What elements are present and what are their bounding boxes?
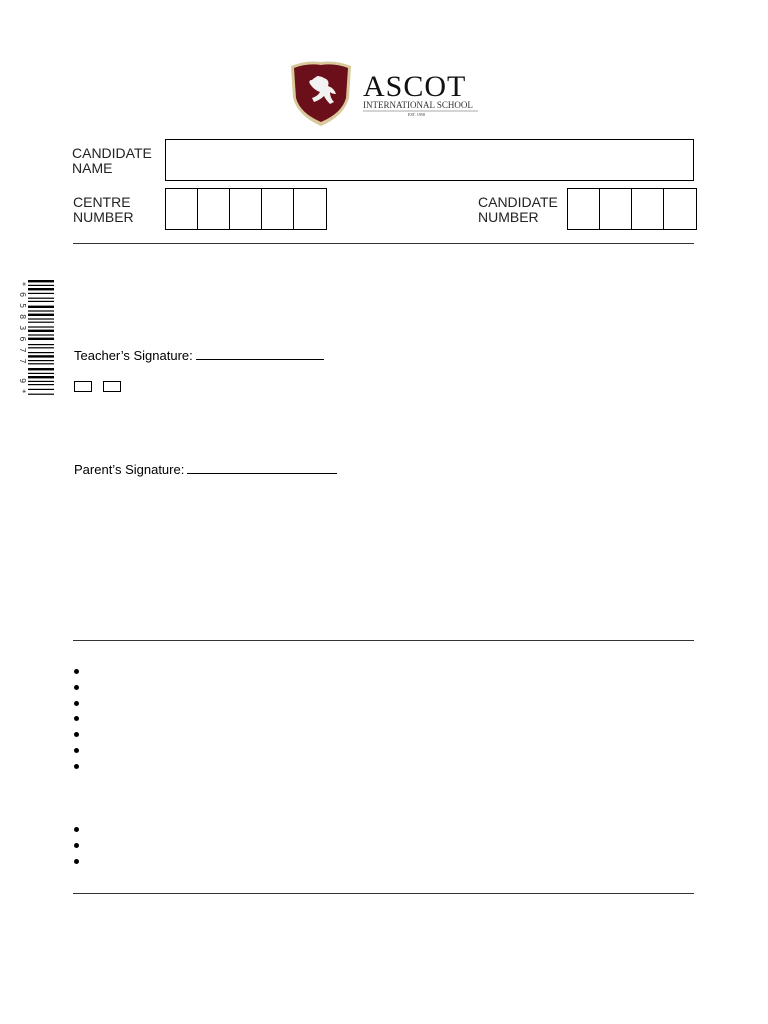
barcode-bar	[28, 360, 54, 361]
school-subtitle: INTERNATIONAL SCHOOL	[363, 100, 473, 110]
candidate-number-label	[478, 195, 558, 225]
label-line: NAME	[72, 160, 113, 176]
label-line: CANDIDATE	[478, 194, 558, 210]
centre-number-cell[interactable]	[198, 189, 230, 229]
centre-number-cell[interactable]	[262, 189, 294, 229]
label-line: NUMBER	[478, 209, 539, 225]
school-established: EST. 1958	[408, 112, 425, 117]
parent-signature-label: Parent’s Signature:	[74, 462, 185, 477]
teacher-signature-label: Teacher’s Signature:	[74, 348, 193, 363]
barcode-bar	[28, 322, 54, 323]
centre-number-field	[165, 188, 327, 230]
school-logo	[288, 58, 488, 130]
barcode-bar	[28, 363, 54, 364]
teacher-signature	[74, 347, 324, 363]
divider	[73, 640, 694, 641]
barcode-bar	[28, 288, 54, 290]
barcode-bar	[28, 368, 54, 370]
barcode-bar	[28, 310, 54, 311]
candidate-name-label	[72, 146, 152, 176]
barcode-bar	[28, 347, 54, 348]
divider	[73, 893, 694, 894]
barcode-bar	[28, 298, 54, 299]
centre-number-cell[interactable]	[294, 189, 326, 229]
barcode-bar	[28, 344, 54, 345]
centre-number-cell[interactable]	[166, 189, 198, 229]
barcode-bar	[28, 373, 54, 374]
barcode-bar	[28, 334, 54, 335]
label-line: CENTRE	[73, 194, 131, 210]
crest-icon	[291, 62, 351, 127]
barcode-bar	[28, 381, 54, 382]
barcode-bar	[28, 338, 54, 340]
candidate-number-cell[interactable]	[632, 189, 664, 229]
barcode-bar	[28, 314, 54, 316]
school-name: ASCOT	[363, 70, 467, 103]
candidate-number-cell[interactable]	[568, 189, 600, 229]
barcode-bar	[28, 355, 54, 357]
barcode-bar	[28, 301, 54, 302]
barcode-bar	[28, 384, 54, 385]
candidate-number-cell[interactable]	[600, 189, 632, 229]
barcode-bar	[28, 293, 54, 294]
barcode-bar	[28, 376, 54, 378]
candidate-number-field	[567, 188, 697, 230]
barcode-bar	[28, 285, 54, 286]
barcode-text: *6583677 9*	[18, 282, 27, 400]
divider	[73, 243, 694, 244]
label-line: NUMBER	[73, 209, 134, 225]
barcode	[18, 280, 56, 420]
teacher-signature-line[interactable]	[196, 347, 324, 360]
parent-signature	[74, 461, 337, 477]
barcode-bar	[28, 394, 54, 395]
label-line: CANDIDATE	[72, 145, 152, 161]
candidate-name-field[interactable]	[165, 139, 694, 181]
checkbox[interactable]	[74, 381, 92, 392]
centre-number-label	[73, 195, 134, 225]
barcode-bar	[28, 330, 54, 332]
barcode-bar	[28, 306, 54, 308]
checkbox[interactable]	[103, 381, 121, 392]
barcode-bar	[28, 389, 54, 390]
candidate-number-cell[interactable]	[664, 189, 696, 229]
parent-signature-line[interactable]	[187, 461, 337, 474]
barcode-bar	[28, 352, 54, 353]
centre-number-cell[interactable]	[230, 189, 262, 229]
barcode-bar	[28, 318, 54, 319]
barcode-bar	[28, 326, 54, 327]
barcode-bar	[28, 280, 54, 282]
